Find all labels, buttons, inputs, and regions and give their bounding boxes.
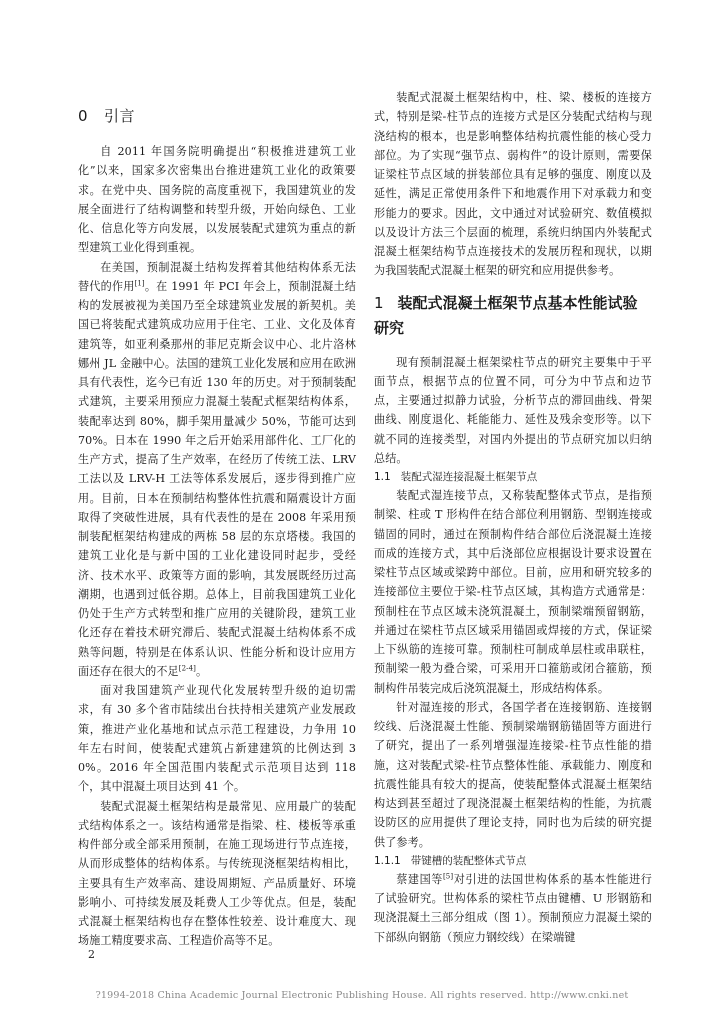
paragraph: 蔡建国等[5]对引进的法国世构体系的基本性能进行了试验研究。世构体系的梁柱节点由键槽、U 形钢筋和现浇混凝土三部分组成（图 1）。预制预应力混凝土梁的下部纵向钢筋（预应力钢绞线）在梁端键 — [374, 872, 652, 944]
citation: [2-4] — [178, 664, 196, 673]
paragraph: 自 2011 年国务院明确提出“积极推进建筑工业化”以来，国家多次密集出台推进建筑工业化的政策要求。在党中央、国务院的高度重视下，我国建筑业的发展全面进行了结构调整和转型升级，开始向绿色、工业化、信息化等方向发展，以发展装配式建筑为重点的新型建筑工业化得到重视。 — [78, 145, 356, 255]
subsection-title: 带键槽的装配整体式节点 — [410, 854, 527, 867]
section-number: 1 — [374, 293, 384, 312]
subsection-number: 1.1.1 — [374, 854, 401, 867]
section-heading-1 — [374, 291, 652, 341]
left-column — [78, 88, 356, 951]
subsection-heading-1-1 — [374, 468, 652, 486]
paragraph: 装配式湿连接节点，又称装配整体式节点，是指预制梁、柱或 T 形构件在结合部位利用钢筋、型钢连接或锚固的同时，通过在预制构件结合部位后浇混凝土连接而成的连接方式，其中后浇部位应根据设计要求设置在梁柱节点区域或梁跨中部位。目前，应用和研究较多的连接部位主要位于梁-柱节点区域，其构造方式通常是：预制柱在节点区域未浇筑混凝土，预制梁端预留钢筋，并通过在梁柱节点区域采用锚固或焊接的方式，保证梁上下纵筋的连接可靠。预制柱可制成单层柱或串联柱，预制梁一般为叠合梁，可采用开口箍筋或闭合箍筋，预制构件吊装完成后浇筑混凝土，形成结构体系。 — [374, 489, 652, 695]
section-title: 装配式混凝土框架节点基本性能试验研究 — [374, 293, 638, 337]
paragraph: 针对湿连接的形式，各国学者在连接钢筋、连接钢绞线、后浇混凝土性能、预制梁端钢筋锚固等方面进行了研究，提出了一系列增强湿连接梁-柱节点性能的措施，这对装配式梁-柱节点整体性能、承载能力、刚度和抗震性能具有较大的提高，使装配整体式混凝土框架结构达到甚至超过了现浇混凝土框架结构的性能，为抗震设防区的应用提供了理论支持，同时也为后续的研究提供了参考。 — [374, 700, 652, 849]
section-number: 0 — [78, 107, 89, 125]
paragraph: 面对我国建筑产业现代化发展转型升级的迫切需求，有 30 多个省市陆续出台扶持相关建筑产业发展政策，推进产业化基地和试点示范工程建设，力争用 10 年左右时间，使装配式建筑占新建建筑的比例达到 30%。2016 年全国范围内装配式示范项目达到 118 个，其中混凝土项目达到 41 个。 — [78, 684, 356, 794]
copyright-footer: ?1994-2018 China Academic Journal Electronic Publishing House. All rights reserved. http://www.cnki.net — [95, 990, 629, 1001]
paragraph: 装配式混凝土框架结构是最常见、应用最广的装配式结构体系之一。该结构通常是指梁、柱、楼板等承重构件部分或全部采用预制，在施工现场进行节点连接，从而形成整体的结构体系。与传统现浇框架结构相比，主要具有生产效率高、建设周期短、产品质量好、环境影响小、可持续发展及耗费人工少等优点。但是，装配式混凝土框架结构也存在整体性较差、设计难度大、现场施工精度要求高、工程造价高等不足。 — [78, 799, 356, 948]
citation: [5] — [442, 872, 454, 881]
subsection-number: 1.1 — [374, 471, 391, 483]
section-title: 引言 — [104, 107, 136, 125]
page-number: 2 — [88, 948, 95, 961]
paragraph: 现有预制混凝土框架梁柱节点的研究主要集中于平面节点，根据节点的位置不同，可分为中节点和边节点，主要通过拟静力试验，分析节点的滞回曲线、骨架曲线、刚度退化、耗能能力、延性及残余变形等。以下就不同的连接类型，对国内外提出的节点研究加以归纳总结。 — [374, 355, 652, 465]
right-column — [374, 88, 652, 947]
section-heading-introduction — [78, 106, 356, 126]
subsection-heading-1-1-1 — [374, 852, 652, 870]
subsection-title: 装配式湿连接混凝土框架节点 — [400, 471, 538, 483]
paragraph: 在美国，预制混凝土结构发挥着其他结构体系无法替代的作用[1]。在 1991 年 PCI 年会上，预制混凝土结构的发展被视为美国乃至全球建筑业发展的新契机。美国已将装配式建筑成功应用于住宅、工业、文化及体育建筑等，如亚利桑那州的菲尼克斯会议中心、北片洛林娜州 JL 金融中心。法国的建筑工业化发展和应用在欧洲具有代表性，迄今已有近 130 年的历史。对于预制装配式建筑，主要采用预应力混凝土装配式框架结构体系，装配率达到 80%，脚手架用量减少 50%，节能可达到 70%。日本在 1990 年之后开始采用部件化、工厂化的生产方式，提高了生产效率，在经历了传统工法、LRV 工法以及 LRV-H 工法等体系发展后，逐步得到推广应用。目前，日本在预制结构整体性抗震和隔震设计方面取得了突破性进展，具有代表性的是在 2008 年采用预制装配框架结构建成的两栋 58 层的东京塔楼。我国的建筑工业化是与新中国的工业化建设同时起步，受经济、技术水平、政策等方面的影响，其发展既经历过高潮期，也遇到过低谷期。总体上，目前我国建筑工业化仍处于生产方式转型和推广应用的关键阶段，建筑工业化还存在着技术研究滞后、装配式混凝土结构体系不成熟等问题，特别是在体系认识、性能分析和设计应用方面还存在很大的不足[2-4]。 — [78, 260, 356, 678]
paragraph: 装配式混凝土框架结构中，柱、梁、楼板的连接方式，特别是梁-柱节点的连接方式是区分装配式结构与现浇结构的根本，也是影响整体结构抗震性能的核心受力部位。为了实现“强节点、弱构件”的设计原则，需要保证梁柱节点区域的拼装部位具有足够的强度、刚度以及延性，满足正常使用条件下和地震作用下对承载力和变形能力的要求。因此，文中通过对试验研究、数值模拟以及设计方法三个层面的梳理，系统归纳国内外装配式混凝土框架结构节点连接技术的发展历程和现状，以期为我国装配式混凝土框架的研究和应用提供参考。 — [374, 91, 652, 278]
citation: [1] — [134, 279, 145, 288]
